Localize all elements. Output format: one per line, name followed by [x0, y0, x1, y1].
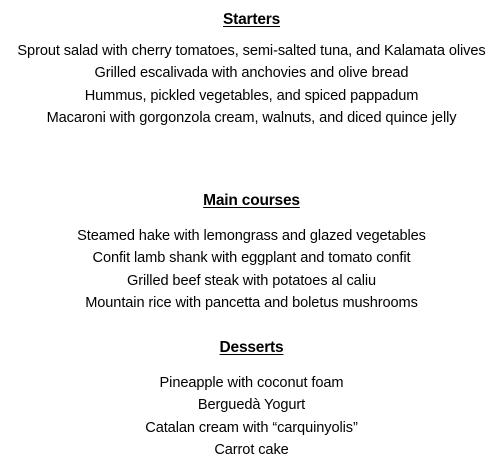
menu-item: Hummus, pickled vegetables, and spiced pappadum — [84, 87, 419, 104]
menu-item: Berguedà Yogurt — [197, 397, 306, 414]
desserts-list — [0, 372, 503, 461]
menu-item: Confit lamb shank with eggplant and tomato confit — [92, 250, 411, 267]
menu-item: Steamed hake with lemongrass and glazed vegetables — [77, 228, 426, 244]
starters-section — [0, 10, 503, 129]
starters-list — [0, 40, 503, 129]
main-courses-section — [0, 191, 503, 314]
main-courses-list — [0, 225, 503, 314]
menu-item: Grilled escalivada with anchovies and olive bread — [94, 65, 409, 82]
menu-item: Sprout salad with cherry tomatoes, semi-salted tuna, and Kalamata olives — [17, 43, 486, 59]
menu-item: Macaroni with gorgonzola cream, walnuts, and diced quince jelly — [46, 109, 457, 126]
menu-item: Catalan cream with “carquinyolis” — [145, 419, 358, 436]
menu-item: Mountain rice with pancetta and boletus mushrooms — [85, 294, 418, 311]
desserts-heading: Desserts — [219, 339, 284, 356]
menu-item: Carrot cake — [214, 441, 289, 458]
main-courses-heading: Main courses — [203, 192, 300, 209]
menu-item: Grilled beef steak with potatoes al caliu — [127, 272, 376, 289]
desserts-section — [0, 338, 503, 461]
starters-heading: Starters — [223, 11, 280, 28]
menu-item: Pineapple with coconut foam — [159, 375, 344, 391]
